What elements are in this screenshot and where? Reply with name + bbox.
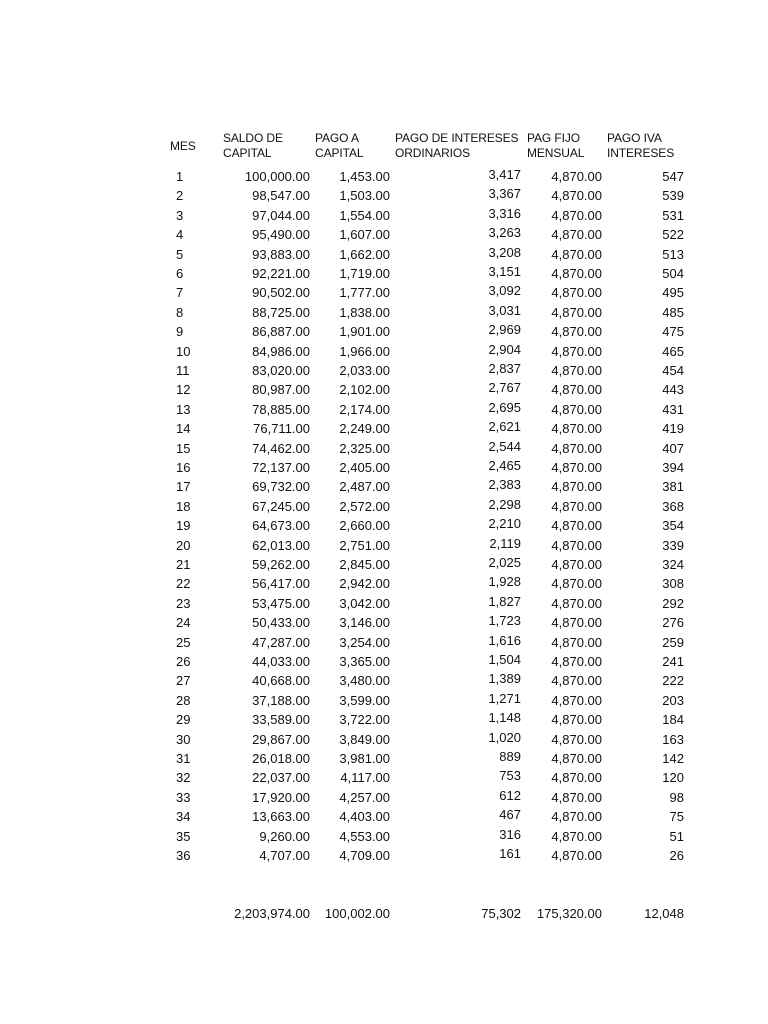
total-interes: 75,302 [481, 906, 521, 921]
table-row [0, 536, 768, 555]
cell-saldo: 97,044.00 [252, 207, 310, 223]
cell-interes: 2,025 [488, 555, 521, 570]
cell-mes: 12 [176, 382, 191, 398]
cell-iva: 454 [662, 363, 684, 378]
cell-saldo: 92,221.00 [252, 266, 310, 281]
cell-fijo: 4,870.00 [551, 479, 602, 495]
cell-interes: 1,827 [488, 593, 521, 609]
cell-fijo: 4,870.00 [551, 401, 602, 417]
header-mes [170, 139, 196, 154]
cell-fijo: 4,870.00 [551, 634, 602, 650]
cell-fijo: 4,870.00 [551, 266, 602, 281]
cell-iva: 241 [662, 654, 684, 669]
cell-mes: 26 [176, 654, 191, 669]
table-row [0, 458, 768, 477]
total-capital: 100,002.00 [324, 906, 390, 921]
cell-saldo: 100,000.00 [244, 169, 310, 184]
cell-interes: 2,210 [488, 516, 521, 532]
cell-iva: 431 [662, 401, 684, 417]
cell-mes: 14 [176, 421, 191, 437]
cell-mes: 28 [176, 692, 191, 708]
cell-fijo: 4,870.00 [551, 828, 602, 844]
table-row [0, 710, 768, 729]
cell-capital: 3,480.00 [339, 673, 390, 689]
table-row [0, 322, 768, 341]
cell-iva: 184 [662, 712, 684, 728]
cell-iva: 51 [669, 828, 684, 844]
cell-capital: 2,102.00 [339, 382, 390, 398]
cell-saldo: 74,462.00 [252, 440, 310, 456]
cell-mes: 18 [176, 498, 191, 514]
cell-capital: 2,174.00 [339, 401, 390, 417]
cell-iva: 324 [662, 557, 684, 572]
header-capital-line-2: CAPITAL [315, 146, 364, 160]
table-row [0, 691, 768, 710]
cell-fijo: 4,870.00 [551, 207, 602, 223]
cell-capital: 2,033.00 [339, 363, 390, 378]
cell-saldo: 88,725.00 [252, 304, 310, 320]
cell-capital: 3,042.00 [339, 595, 390, 611]
table-row [0, 264, 768, 283]
table-row [0, 342, 768, 361]
cell-iva: 308 [662, 576, 684, 592]
cell-saldo: 50,433.00 [252, 615, 310, 631]
cell-interes: 3,151 [488, 264, 521, 279]
table-row [0, 671, 768, 690]
cell-mes: 15 [176, 440, 191, 456]
cell-saldo: 64,673.00 [252, 518, 310, 534]
cell-iva: 203 [662, 692, 684, 708]
cell-saldo: 98,547.00 [252, 188, 310, 204]
cell-fijo: 4,870.00 [551, 498, 602, 514]
cell-capital: 1,719.00 [339, 266, 390, 281]
cell-saldo: 40,668.00 [252, 673, 310, 689]
cell-mes: 33 [176, 789, 191, 805]
cell-mes: 22 [176, 576, 191, 592]
cell-capital: 2,325.00 [339, 440, 390, 456]
table-row [0, 400, 768, 419]
cell-capital: 3,722.00 [339, 712, 390, 728]
cell-iva: 368 [662, 498, 684, 514]
cell-interes: 2,969 [488, 322, 521, 338]
table-row [0, 167, 768, 186]
total-iva: 12,048 [644, 906, 684, 921]
cell-saldo: 93,883.00 [252, 246, 310, 262]
cell-interes: 612 [499, 787, 521, 803]
cell-iva: 120 [662, 770, 684, 786]
cell-interes: 1,271 [488, 690, 521, 706]
cell-fijo: 4,870.00 [551, 421, 602, 437]
table-row [0, 225, 768, 244]
cell-capital: 2,660.00 [339, 518, 390, 534]
cell-fijo: 4,870.00 [551, 285, 602, 301]
cell-capital: 2,572.00 [339, 498, 390, 514]
cell-saldo: 9,260.00 [259, 828, 310, 844]
cell-fijo: 4,870.00 [551, 537, 602, 553]
cell-capital: 2,845.00 [339, 557, 390, 572]
cell-mes: 1 [176, 169, 184, 184]
total-fijo: 175,320.00 [536, 906, 602, 921]
cell-interes: 161 [499, 846, 521, 861]
table-row [0, 652, 768, 671]
cell-mes: 23 [176, 595, 191, 611]
table-row [0, 516, 768, 535]
header-interes-line-2: ORDINARIOS [395, 146, 471, 160]
cell-interes: 1,723 [488, 613, 521, 629]
cell-iva: 276 [662, 615, 684, 631]
cell-mes: 27 [176, 673, 191, 689]
header-fijo-line-2: MENSUAL [527, 146, 585, 160]
cell-fijo: 4,870.00 [551, 324, 602, 340]
cell-saldo: 76,711.00 [253, 421, 310, 437]
cell-mes: 7 [176, 285, 184, 301]
table-row [0, 827, 768, 846]
header-interes [395, 131, 518, 161]
cell-saldo: 80,987.00 [252, 382, 310, 398]
header-fijo [527, 131, 584, 161]
cell-saldo: 47,287.00 [252, 634, 310, 650]
cell-capital: 1,662.00 [339, 246, 390, 262]
header-iva-line-1: PAGO IVA [607, 131, 662, 145]
cell-mes: 4 [176, 227, 184, 243]
cell-capital: 1,554.00 [339, 207, 390, 223]
cell-iva: 98 [669, 789, 684, 805]
cell-capital: 3,849.00 [339, 731, 390, 747]
cell-fijo: 4,870.00 [551, 595, 602, 611]
cell-iva: 504 [662, 266, 684, 281]
cell-capital: 4,709.00 [339, 848, 390, 863]
cell-interes: 316 [499, 826, 521, 842]
cell-saldo: 90,502.00 [252, 285, 310, 301]
cell-fijo: 4,870.00 [551, 460, 602, 475]
cell-interes: 1,148 [488, 710, 521, 726]
cell-iva: 163 [662, 731, 684, 747]
cell-saldo: 78,885.00 [252, 401, 310, 417]
table-row [0, 846, 768, 865]
cell-fijo: 4,870.00 [551, 518, 602, 534]
cell-mes: 16 [176, 460, 191, 475]
cell-saldo: 59,262.00 [252, 557, 310, 572]
cell-iva: 539 [662, 188, 684, 204]
cell-fijo: 4,870.00 [551, 188, 602, 204]
cell-fijo: 4,870.00 [551, 227, 602, 243]
cell-capital: 1,607.00 [339, 227, 390, 243]
cell-iva: 407 [662, 440, 684, 456]
cell-mes: 6 [176, 266, 184, 281]
cell-fijo: 4,870.00 [551, 304, 602, 320]
cell-interes: 2,298 [488, 496, 521, 512]
cell-saldo: 84,986.00 [252, 343, 310, 359]
cell-mes: 30 [176, 731, 191, 747]
cell-interes: 3,417 [488, 167, 521, 182]
table-row [0, 574, 768, 593]
cell-saldo: 69,732.00 [252, 479, 310, 495]
cell-fijo: 4,870.00 [551, 615, 602, 631]
table-row [0, 497, 768, 516]
cell-capital: 2,942.00 [339, 576, 390, 592]
total-saldo: 2,203,974.00 [234, 906, 310, 921]
cell-mes: 31 [176, 751, 191, 766]
cell-capital: 2,487.00 [339, 479, 390, 495]
cell-fijo: 4,870.00 [551, 557, 602, 572]
cell-iva: 292 [662, 595, 684, 611]
cell-mes: 20 [176, 537, 191, 553]
cell-interes: 2,695 [488, 399, 521, 415]
table-row [0, 206, 768, 225]
cell-interes: 889 [499, 749, 521, 764]
header-capital [315, 131, 363, 161]
cell-mes: 24 [176, 615, 191, 631]
cell-interes: 2,904 [488, 341, 521, 357]
cell-capital: 4,117.00 [340, 770, 390, 786]
cell-capital: 4,553.00 [339, 828, 390, 844]
cell-fijo: 4,870.00 [551, 382, 602, 398]
cell-saldo: 95,490.00 [252, 227, 310, 243]
cell-fijo: 4,870.00 [551, 731, 602, 747]
cell-saldo: 86,887.00 [252, 324, 310, 340]
table-row [0, 477, 768, 496]
cell-capital: 3,365.00 [339, 654, 390, 669]
cell-saldo: 26,018.00 [252, 751, 310, 766]
table-row [0, 380, 768, 399]
cell-saldo: 44,033.00 [252, 654, 310, 669]
totals-row [0, 904, 768, 924]
cell-interes: 2,465 [488, 458, 521, 473]
cell-iva: 485 [662, 304, 684, 320]
table-row [0, 730, 768, 749]
cell-fijo: 4,870.00 [551, 770, 602, 786]
cell-fijo: 4,870.00 [551, 246, 602, 262]
header-mes-line-1: MES [170, 139, 196, 153]
cell-interes: 1,389 [488, 671, 521, 687]
cell-mes: 29 [176, 712, 191, 728]
cell-mes: 34 [176, 809, 191, 825]
cell-iva: 465 [662, 343, 684, 359]
table-row [0, 283, 768, 302]
cell-capital: 1,838.00 [339, 304, 390, 320]
cell-interes: 2,383 [488, 477, 521, 493]
cell-capital: 2,249.00 [339, 421, 390, 437]
cell-saldo: 17,920.00 [252, 789, 310, 805]
cell-saldo: 13,663.00 [252, 809, 310, 825]
cell-interes: 3,092 [488, 283, 521, 299]
cell-saldo: 72,137.00 [252, 460, 310, 475]
cell-fijo: 4,870.00 [551, 848, 602, 863]
cell-fijo: 4,870.00 [551, 363, 602, 378]
cell-iva: 531 [662, 207, 684, 223]
cell-capital: 3,981.00 [339, 751, 390, 766]
cell-saldo: 33,589.00 [252, 712, 310, 728]
cell-interes: 3,367 [488, 186, 521, 202]
cell-iva: 259 [662, 634, 684, 650]
cell-interes: 1,928 [488, 574, 521, 590]
cell-interes: 1,616 [488, 632, 521, 648]
table-row [0, 788, 768, 807]
cell-capital: 2,751.00 [339, 537, 390, 553]
cell-fijo: 4,870.00 [551, 576, 602, 592]
table-row [0, 768, 768, 787]
cell-capital: 3,146.00 [339, 615, 390, 631]
header-iva-line-2: INTERESES [607, 146, 675, 160]
cell-saldo: 56,417.00 [252, 576, 310, 592]
header-iva [607, 131, 674, 161]
cell-saldo: 83,020.00 [252, 363, 310, 378]
header-capital-line-1: PAGO A [315, 131, 359, 145]
cell-capital: 1,901.00 [339, 324, 390, 340]
table-row [0, 555, 768, 574]
cell-iva: 75 [669, 809, 684, 825]
cell-mes: 9 [176, 324, 184, 340]
cell-fijo: 4,870.00 [551, 712, 602, 728]
cell-interes: 2,119 [489, 535, 521, 551]
cell-iva: 394 [662, 460, 684, 475]
header-saldo-line-2: CAPITAL [223, 146, 272, 160]
cell-fijo: 4,870.00 [551, 440, 602, 456]
cell-iva: 495 [662, 285, 684, 301]
cell-iva: 142 [662, 751, 684, 766]
cell-capital: 1,966.00 [339, 343, 390, 359]
cell-capital: 1,453.00 [339, 169, 390, 184]
cell-mes: 5 [176, 246, 184, 262]
cell-interes: 2,544 [488, 438, 521, 454]
cell-iva: 26 [669, 848, 684, 863]
cell-iva: 222 [662, 673, 684, 689]
cell-mes: 3 [176, 207, 184, 223]
table-row [0, 633, 768, 652]
cell-iva: 513 [662, 246, 684, 262]
cell-saldo: 67,245.00 [252, 498, 310, 514]
cell-fijo: 4,870.00 [551, 654, 602, 669]
cell-iva: 354 [662, 518, 684, 534]
cell-iva: 381 [662, 479, 684, 495]
table-row [0, 361, 768, 380]
cell-capital: 2,405.00 [339, 460, 390, 475]
cell-capital: 3,599.00 [339, 692, 390, 708]
table-row [0, 419, 768, 438]
cell-interes: 2,621 [488, 419, 521, 435]
cell-interes: 2,837 [488, 361, 521, 376]
cell-interes: 467 [499, 807, 521, 823]
header-saldo-line-1: SALDO DE [223, 131, 283, 145]
cell-mes: 32 [176, 770, 191, 786]
cell-interes: 2,767 [488, 380, 521, 396]
cell-interes: 1,504 [488, 652, 521, 667]
cell-mes: 10 [176, 343, 191, 359]
cell-mes: 8 [176, 304, 184, 320]
cell-fijo: 4,870.00 [551, 789, 602, 805]
cell-iva: 475 [662, 324, 684, 340]
cell-capital: 4,257.00 [339, 789, 390, 805]
cell-fijo: 4,870.00 [551, 809, 602, 825]
cell-interes: 3,263 [488, 225, 521, 241]
header-interes-line-1: PAGO DE INTERESES [395, 131, 519, 145]
table-row [0, 749, 768, 768]
cell-interes: 1,020 [488, 729, 521, 745]
cell-mes: 35 [176, 828, 191, 844]
cell-saldo: 53,475.00 [252, 595, 310, 611]
header-saldo [223, 131, 283, 161]
cell-mes: 11 [176, 363, 190, 378]
header-fijo-line-1: PAG FIJO [527, 131, 580, 145]
cell-interes: 3,316 [488, 205, 521, 221]
cell-saldo: 4,707.00 [259, 848, 310, 863]
cell-mes: 36 [176, 848, 191, 863]
cell-fijo: 4,870.00 [551, 673, 602, 689]
cell-fijo: 4,870.00 [551, 169, 602, 184]
cell-capital: 1,777.00 [339, 285, 390, 301]
cell-capital: 1,503.00 [339, 188, 390, 204]
cell-saldo: 37,188.00 [252, 692, 310, 708]
cell-iva: 547 [662, 169, 684, 184]
cell-mes: 21 [176, 557, 191, 572]
cell-fijo: 4,870.00 [551, 343, 602, 359]
cell-saldo: 29,867.00 [252, 731, 310, 747]
cell-capital: 3,254.00 [339, 634, 390, 650]
cell-iva: 522 [662, 227, 684, 243]
cell-saldo: 62,013.00 [252, 537, 310, 553]
cell-fijo: 4,870.00 [551, 692, 602, 708]
cell-mes: 25 [176, 634, 191, 650]
cell-iva: 339 [662, 537, 684, 553]
cell-saldo: 22,037.00 [252, 770, 310, 786]
cell-iva: 419 [662, 421, 684, 437]
cell-fijo: 4,870.00 [551, 751, 602, 766]
table-row [0, 439, 768, 458]
cell-mes: 13 [176, 401, 191, 417]
table-row [0, 186, 768, 205]
cell-capital: 4,403.00 [339, 809, 390, 825]
table-row [0, 303, 768, 322]
table-row [0, 245, 768, 264]
cell-interes: 3,031 [488, 302, 521, 318]
cell-mes: 2 [176, 188, 184, 204]
cell-mes: 17 [176, 479, 191, 495]
cell-interes: 753 [499, 768, 521, 784]
table-row [0, 613, 768, 632]
table-row [0, 807, 768, 826]
table-row [0, 594, 768, 613]
cell-interes: 3,208 [488, 244, 521, 260]
cell-iva: 443 [662, 382, 684, 398]
cell-mes: 19 [176, 518, 191, 534]
